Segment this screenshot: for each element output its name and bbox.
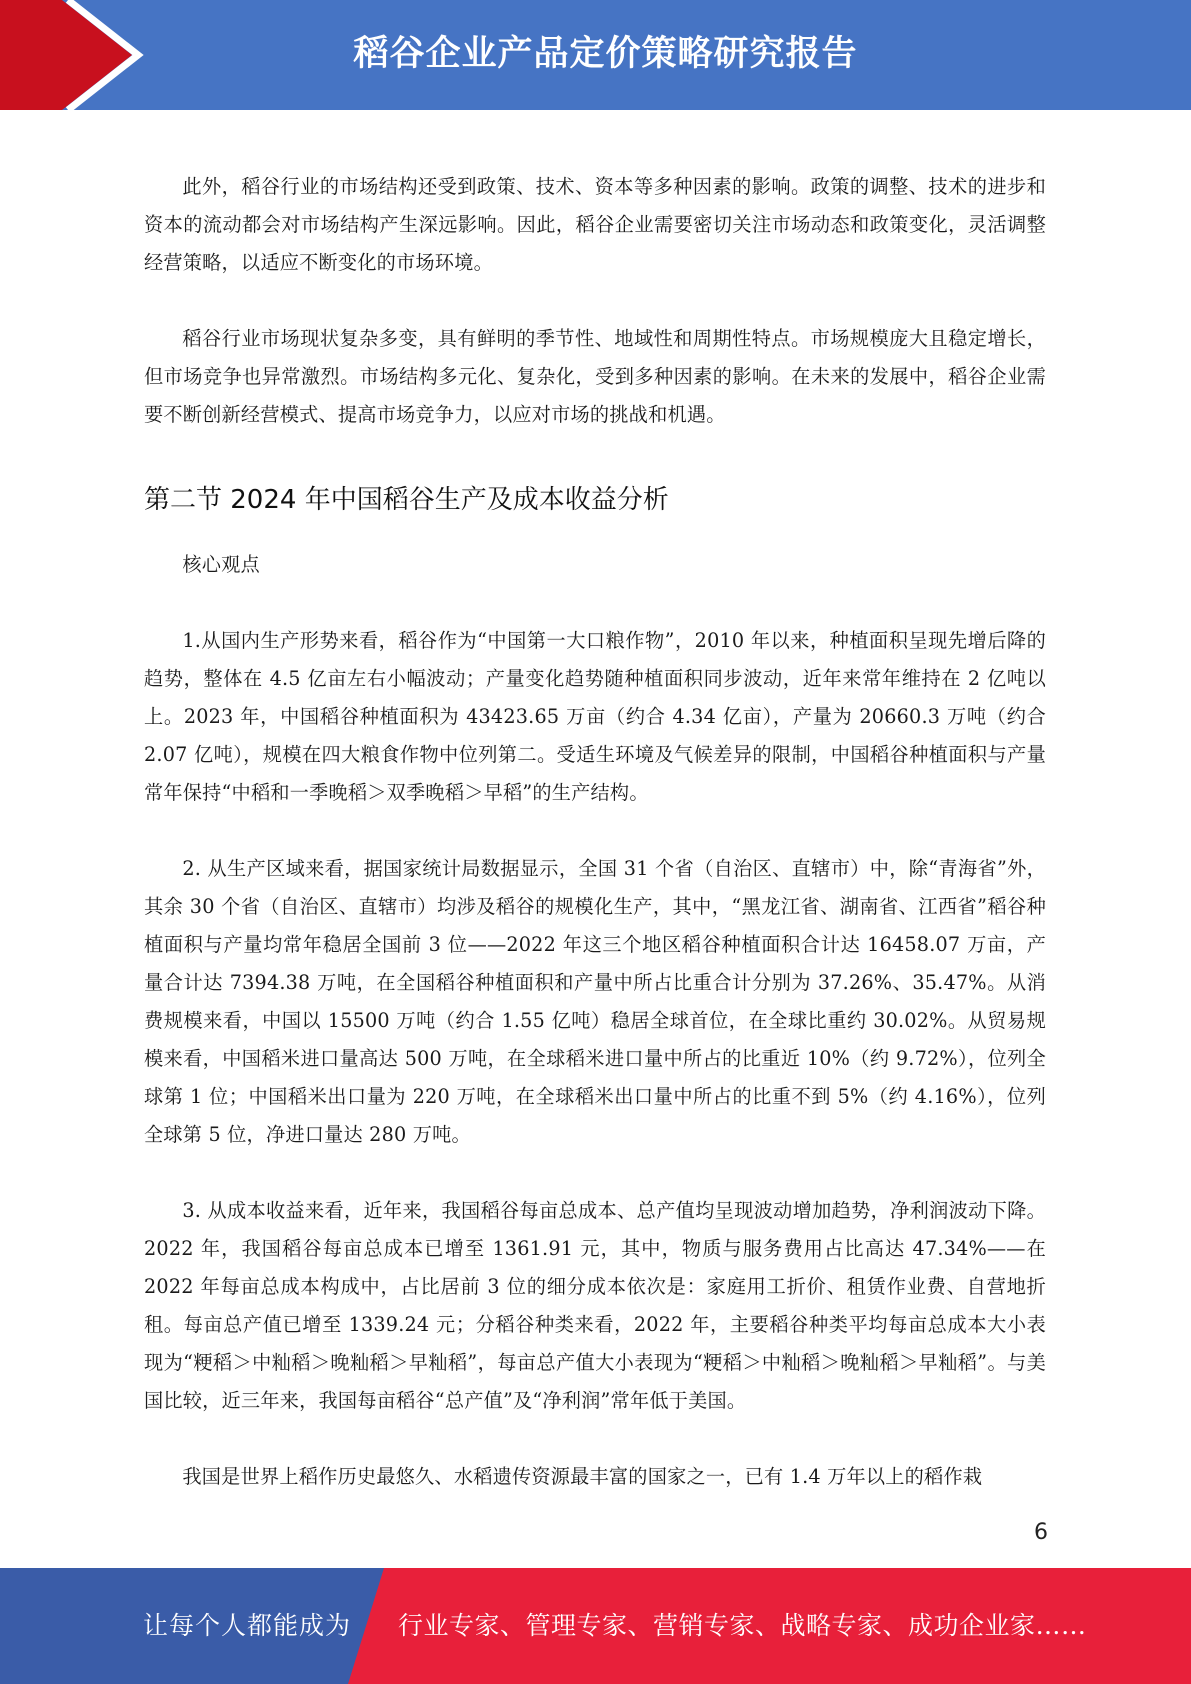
report-title: 稻谷企业产品定价策略研究报告 — [353, 34, 858, 74]
core-viewpoint-label: 核心观点 — [182, 553, 260, 576]
page-number: 6 — [1034, 1520, 1048, 1545]
paragraph-closing: 我国是世界上稻作历史最悠久、水稻遗传资源最丰富的国家之一，已有 1.4 万年以上的稻作栽 — [182, 1465, 983, 1488]
page-header — [0, 0, 1191, 110]
point-production: 1.从国内生产形势来看，稻谷作为“中国第一大口粮作物”，2010 年以来，种植面积呈现先增后降的趋势，整体在 4.5 亿亩左右小幅波动；产量变化趋势随种植面积同步波动，近年来常年维持在 2 亿吨以上。2023 年，中国稻谷种植面积为 43423.65 万亩（约合 4.34 亿亩），产量为 20660.3 万吨（约合 2.07 亿吨），规模在四大粮食作物中位列第二。受适生环境及气候差异的限制，中国稻谷种植面积与产量常年保持“中稻和一季晚稻＞双季晚稻＞早稻”的生产结构。 — [144, 629, 1046, 804]
point-region: 2. 从生产区域来看，据国家统计局数据显示，全国 31 个省（自治区、直辖市）中，除“青海省”外，其余 30 个省（自治区、直辖市）均涉及稻谷的规模化生产，其中，“黑龙江省、湖南省、江西省”稻谷种植面积与产量均常年稳居全国前 3 位——2022 年这三个地区稻谷种植面积合计达 16458.07 万亩，产量合计达 7394.38 万吨，在全国稻谷种植面积和产量中所占比重合计分别为 37.26%、35.47%。从消费规模来看，中国以 15500 万吨（约合 1.55 亿吨）稳居全球首位，在全球比重约 30.02%。从贸易规模来看，中国稻米进口量高达 500 万吨，在全球稻米进口量中所占的比重近 10%（约 9.72%），位列全球第 1 位；中国稻米出口量为 220 万吨，在全球稻米出口量中所占的比重不到 5%（约 4.16%），位列全球第 5 位，净进口量达 280 万吨。 — [144, 857, 1046, 1146]
footer-slogan-left: 让每个人都能成为 — [143, 1611, 352, 1640]
main-content — [144, 168, 1046, 1496]
point-cost-benefit: 3. 从成本收益来看，近年来，我国稻谷每亩总成本、总产值均呈现波动增加趋势，净利润波动下降。2022 年，我国稻谷每亩总成本已增至 1361.91 元，其中，物质与服务费用占比高达 47.34%——在 2022 年每亩总成本构成中，占比居前 3 位的细分成本依次是：家庭用工折价、租赁作业费、自营地折租。每亩总产值已增至 1339.24 元；分稻谷种类来看，2022 年，主要稻谷种类平均每亩总成本大小表现为“粳稻＞中籼稻＞晚籼稻＞早籼稻”，每亩总产值大小表现为“粳稻＞中籼稻＞晚籼稻＞早籼稻”。与美国比较，近三年来，我国每亩稻谷“总产值”及“净利润”常年低于美国。 — [144, 1199, 1046, 1412]
page-footer — [0, 1568, 1191, 1684]
section-heading: 第二节 2024 年中国稻谷生产及成本收益分析 — [144, 485, 669, 515]
footer-slogan-right: 行业专家、管理专家、营销专家、战略专家、成功企业家…… — [398, 1611, 1087, 1640]
paragraph-market-status: 稻谷行业市场现状复杂多变，具有鲜明的季节性、地域性和周期性特点。市场规模庞大且稳定增长，但市场竞争也异常激烈。市场结构多元化、复杂化，受到多种因素的影响。在未来的发展中，稻谷企业需要不断创新经营模式、提高市场竞争力，以应对市场的挑战和机遇。 — [144, 327, 1046, 426]
paragraph-market-structure: 此外，稻谷行业的市场结构还受到政策、技术、资本等多种因素的影响。政策的调整、技术的进步和资本的流动都会对市场结构产生深远影响。因此，稻谷企业需要密切关注市场动态和政策变化，灵活调整经营策略，以适应不断变化的市场环境。 — [144, 175, 1046, 274]
